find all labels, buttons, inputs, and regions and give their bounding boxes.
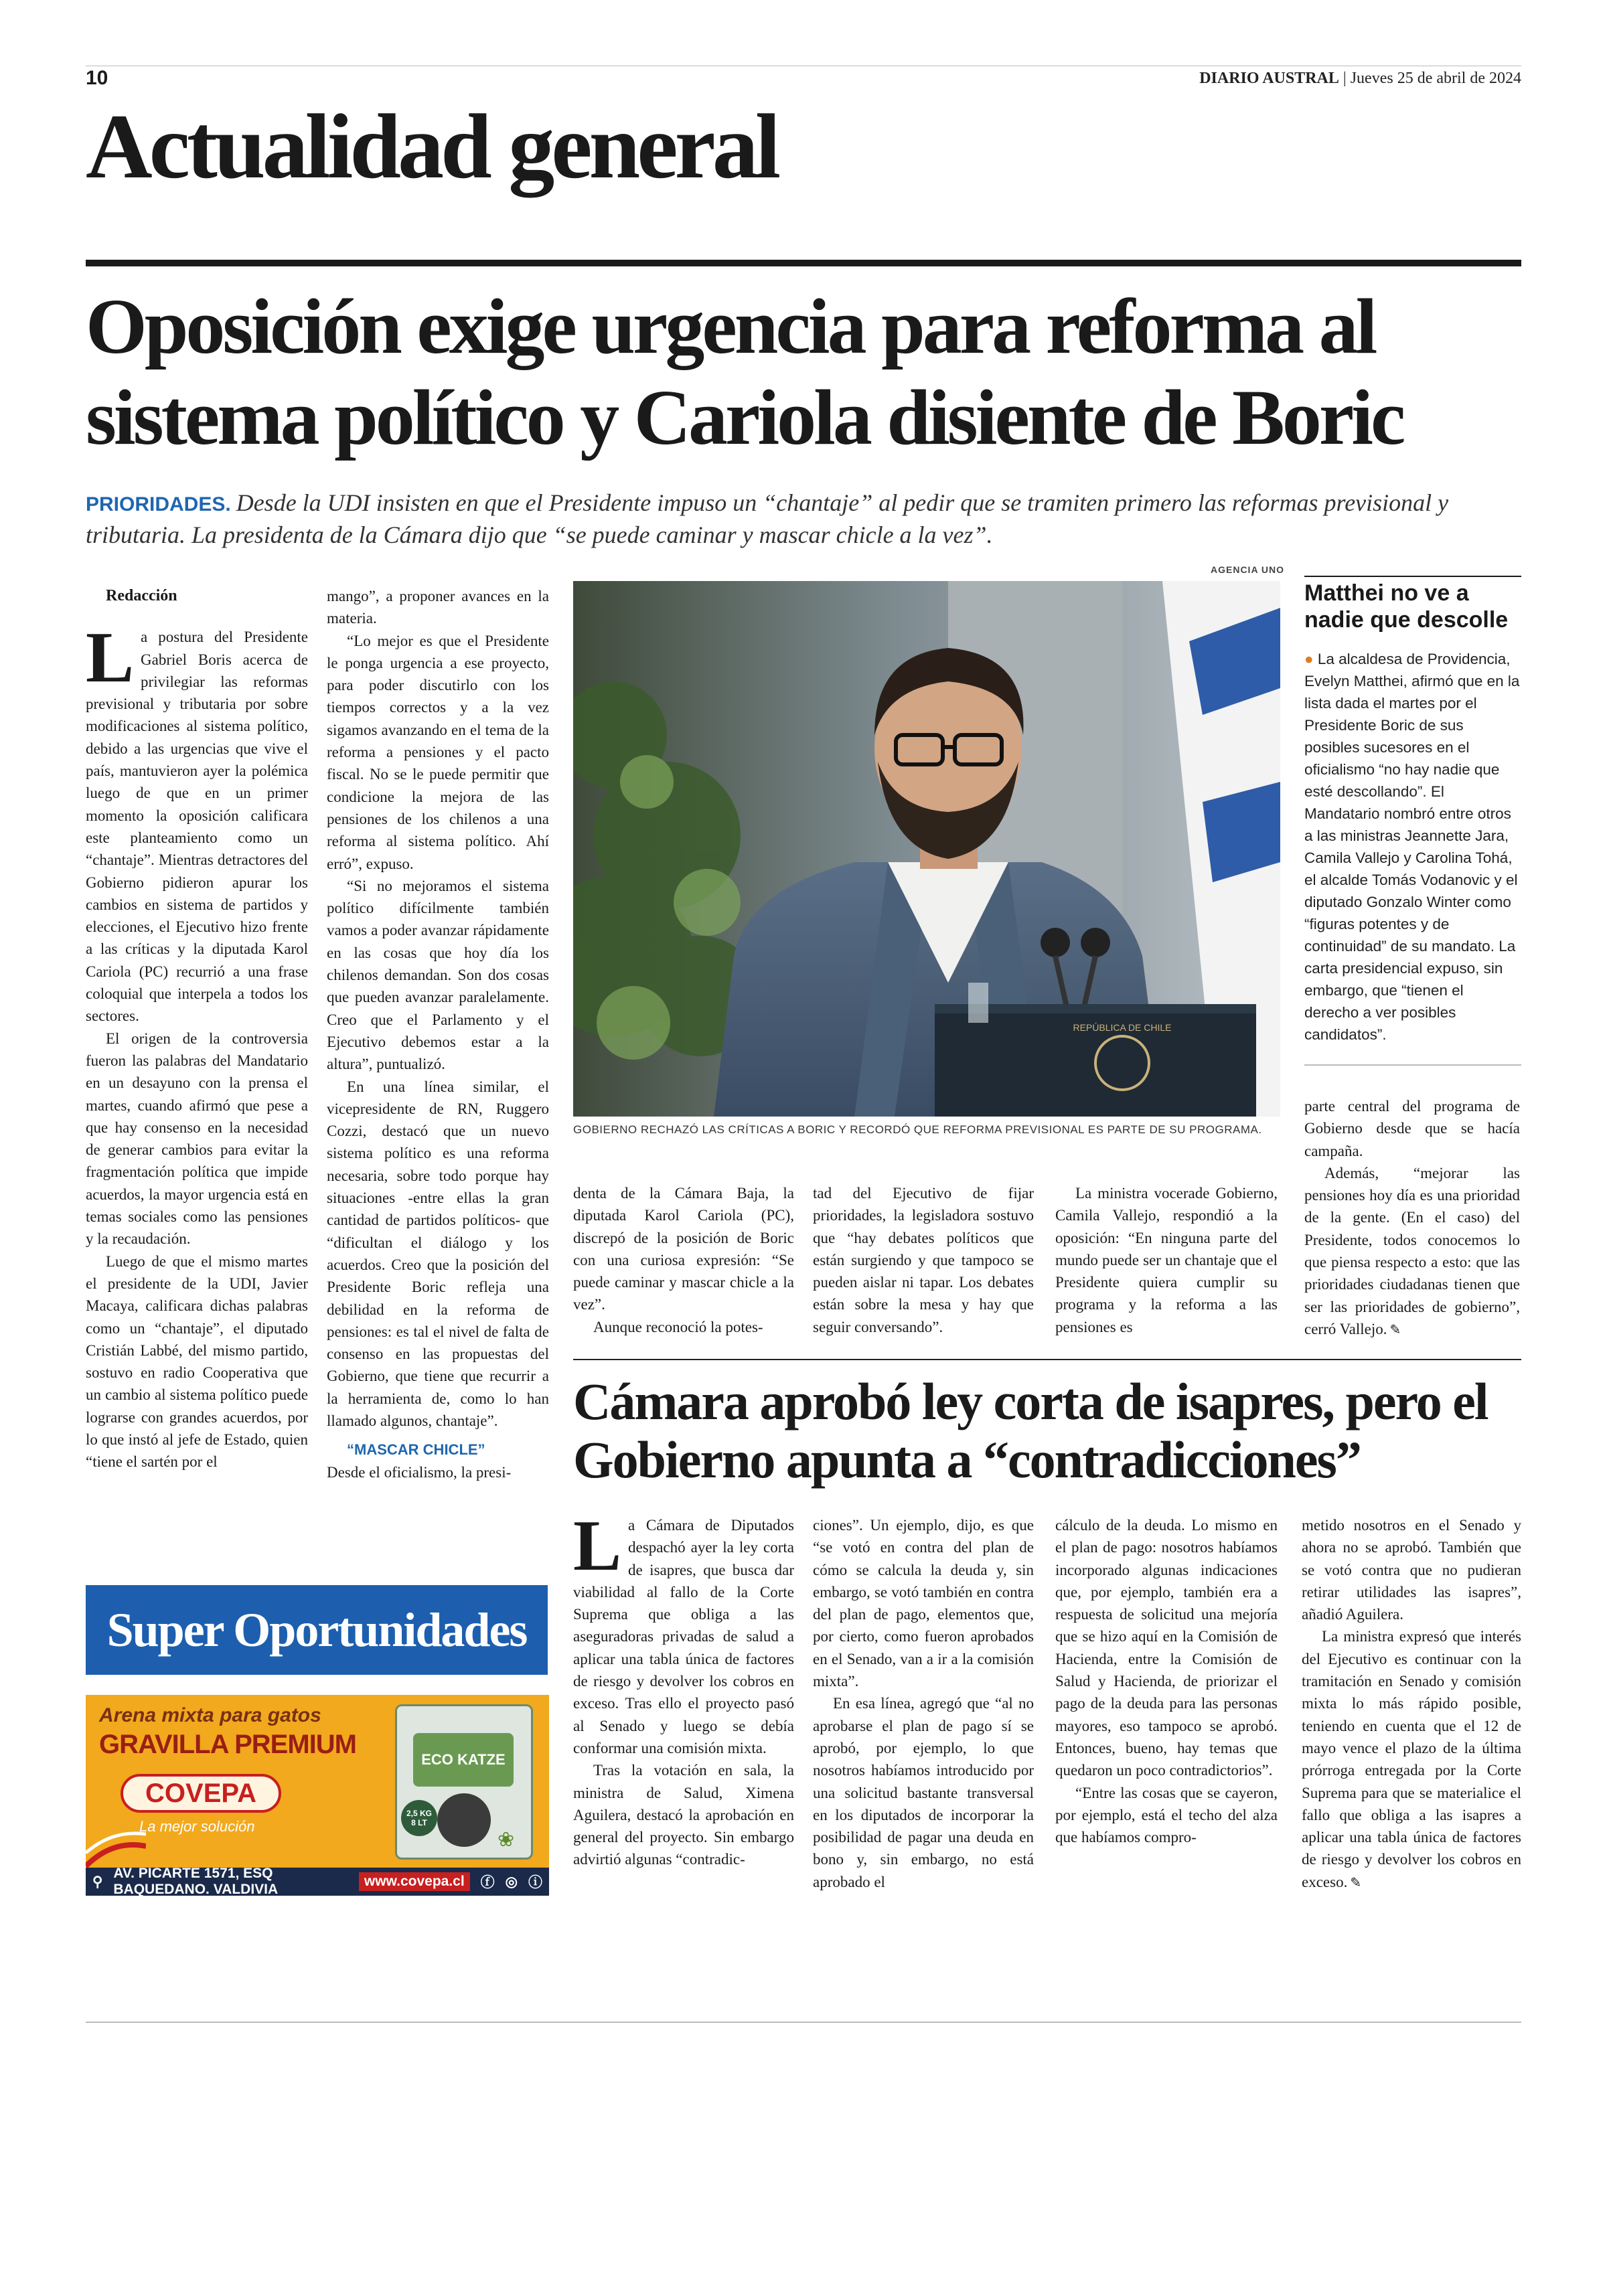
lead-column-6	[1304, 1095, 1520, 1341]
lead-paragraph: tad del Ejecutivo de fijar prioridades, la legisladora sostuvo que “hay debates políticos que están surgiendo y que tampoco se pueden aislar ni tapar. Los debates están sobre la mesa y hay que seguir conversando”.	[813, 1185, 1034, 1335]
byline: Redacción	[106, 587, 177, 604]
deck-text: Desde la UDI insisten en que el Presidente impuso un “chantaje” al pedir que se tramiten primero las reformas previsional y tributaria. La presidenta de la Cámara dijo que “se puede caminar y mascar chicle a la vez”.	[86, 489, 1449, 548]
masthead: DIARIO AUSTRAL | Jueves 25 de abril de 2024	[1199, 70, 1521, 87]
lead-paragraph: La postura del Presidente Gabriel Boris acerca de privilegiar las reformas previsional y tributaria por sobre modificaciones al sistema político, debido a las urgencias que vive el país, mantuvieron ayer la polémica luego de que en un primer momento la oposición calificara este planteamiento como un “chantaje”. Mientras detractores del Gobierno pidieron apurar los cambios en sistema de partidos y elecciones, el Ejecutivo hizo frente a las críticas y la diputada Karol Cariola (PC) recurrió a una frase coloquial que interpela a todos los sectores.	[86, 618, 308, 1025]
second-column-2	[813, 1514, 1034, 1893]
paper-name: DIARIO AUSTRAL	[1199, 70, 1339, 87]
paw-icon: ❀	[498, 1829, 515, 1851]
photo-credit: AGENCIA UNO	[1211, 564, 1285, 575]
lead-paragraph: “Si no mejoramos el sistema político difícilmente también vamos a poder avanzar rápidamente en las cosas que hoy día los chilenos demandan. Son dos cosas que pueden avanzar paralelamente. Creo que el Parlamento y el Ejecutivo debemos estar a la altura”, puntualizó.	[327, 877, 549, 1073]
issue-date: Jueves 25 de abril de 2024	[1350, 70, 1521, 87]
end-mark-icon: ✎	[1389, 1322, 1401, 1337]
sidebar-separator	[1304, 1064, 1521, 1066]
section-title: Actualidad general	[86, 95, 778, 197]
photo-caption: GOBIERNO RECHAZÓ LAS CRÍTICAS A BORIC Y RECORDÓ QUE REFORMA PREVISIONAL ES PARTE DE SU PROGRAMA.	[573, 1123, 1262, 1136]
lead-paragraph: denta de la Cámara Baja, la diputada Karol Cariola (PC), discrepó de la posición de Boric con una curiosa expresión: “Se puede caminar y mascar chicle a la vez”.	[573, 1185, 794, 1313]
second-column-1	[573, 1506, 794, 1871]
facebook-icon[interactable]: ⓕ	[480, 1875, 495, 1890]
lead-subhead: “MASCAR CHICLE”	[347, 1441, 485, 1459]
lead-paragraph: Aunque reconoció la potes-	[593, 1318, 763, 1335]
lead-paragraph: Luego de que el mismo martes el presidente de la UDI, Javier Macaya, calificara dichas palabras como un “chantaje”, el diputado Cristián Labbé, del mismo partido, sostuvo en radio Cooperativa que un cambio al sistema político puede lograrse con grandes acuerdos, por lo que instó al jefe de Estado, quien “tiene el sartén por el	[86, 1252, 308, 1471]
second-column-4	[1302, 1514, 1521, 1894]
lead-paragraph: parte central del programa de Gobierno desde que se hacía campaña.	[1304, 1098, 1520, 1159]
lead-column-5	[1055, 1182, 1278, 1338]
cat-icon	[437, 1793, 491, 1847]
lead-deck	[86, 487, 1521, 551]
page-number: 10	[86, 67, 108, 89]
ad-brand-logo: COVEPA	[121, 1774, 281, 1813]
ad-address-strip	[86, 1868, 549, 1896]
second-paragraph: metido nosotros en el Senado y ahora no se aprobó. También que se votó contra que no pudieran retirar utilidades las isapres”, añadió Aguilera.	[1302, 1517, 1521, 1623]
second-paragraph: La ministra expresó que interés del Ejecutivo es continuar con la tramitación en Senado y comisión mixta lo más rápido posible, teniendo en cuenta que el 12 de mayo vence el plazo de la última prórroga entregada por la Corte Suprema para que se materialice el fallo que obliga a las isapres a aplicar una tabla única de factores de riesgo y devolver los cobros en exceso. ✎	[1302, 1628, 1521, 1890]
lead-paragraph: mango”, a proponer avances en la materia.	[327, 588, 549, 627]
ad-tagline: Arena mixta para gatos	[99, 1704, 321, 1726]
ad-slogan: La mejor solución	[139, 1818, 255, 1835]
lead-headline: Oposición exige urgencia para reforma al sistema político y Cariola disiente de Boric	[86, 282, 1403, 461]
ad-website[interactable]: www.covepa.cl	[359, 1872, 470, 1891]
second-paragraph: cálculo de la deuda. Lo mismo en el plan de pago: nosotros habíamos incorporado algunas indicaciones que, por ejemplo, también era a respuesta de solicitud una mejoría que se hizo aquí en la Comisión de Hacienda, entre la Comisión de Salud y Hacienda, de priorizar el pago de la deuda para las personas mayores, eso tampoco se aprobó. Entonces, bueno, hay temas que quedaron un poco contradictorios”.	[1055, 1517, 1278, 1779]
sidebar-title: Matthei no ve a nadie que descolle	[1304, 580, 1509, 633]
president-photo	[573, 581, 1280, 1117]
second-paragraph: Tras la votación en sala, la ministra de Salud, Ximena Aguilera, destacó la aprobación en general del proyecto. Sin embargo advirtió algunas “contradic-	[573, 1762, 794, 1868]
litter-bag-image	[395, 1704, 533, 1860]
location-pin-icon: ⚲	[92, 1874, 103, 1890]
instagram-icon[interactable]: ◎	[505, 1874, 518, 1890]
second-paragraph: ciones”. Un ejemplo, dijo, es que “se votó en contra del plan de cómo se calcula la deuda y, sin embargo, se votó también en contra del plan de pago, elementos que, por cierto, como fueron aprobados en el Senado, van a ir a la comisión mixta”.	[813, 1517, 1034, 1690]
lead-paragraph: Desde el oficialismo, la presi-	[327, 1464, 512, 1481]
bottom-rule	[86, 2022, 1521, 2023]
bullet-icon: ●	[1304, 651, 1314, 667]
second-story-rule	[573, 1359, 1521, 1360]
linkedin-icon[interactable]: ⓘ	[528, 1875, 542, 1890]
podium-inscription: REPÚBLICA DE CHILE	[1073, 1022, 1172, 1033]
second-paragraph: La Cámara de Diputados despachó ayer la ley corta de isapres, que busca dar viabilidad al fallo de la Corte Suprema que obliga a las aseguradoras privadas de salud a aplicar una tabla única de factores de riesgo y devolver los cobros en exceso. Tras ello el proyecto pasó al Senado y luego se debía conformar una comisión mixta.	[573, 1506, 794, 1756]
lead-column-2	[327, 585, 549, 1484]
president-illustration	[573, 581, 1280, 1117]
lead-paragraph: En una línea similar, el vicepresidente de RN, Ruggero Cozzi, destacó que un nuevo sistema político es una reforma necesaria, sobre todo porque hay situaciones -entre ellas la gran cantidad de partidos políticos- que “dificultan el diálogo y los acuerdos. Creo que la posición del Presidente Boric refleja una debilidad en la reforma de pensiones: es tal el nivel de falta de consenso en las propuestas del Gobierno, que tiene que recurrir a la herramienta de, como lo han llamado algunos, chantaje”.	[327, 1078, 549, 1429]
ad-swoosh	[86, 1826, 146, 1868]
weight-badge: 2,5 KG 8 LT	[401, 1800, 437, 1836]
lead-paragraph: La ministra vocerade Gobierno, Camila Vallejo, respondió a la oposición: “En ninguna parte del mundo puede ser un chantaje que el Presidente quiera cumplir su programa y la reforma a las pensiones es	[1055, 1185, 1278, 1335]
covepa-ad[interactable]	[86, 1695, 549, 1896]
lead-column-3	[573, 1182, 794, 1338]
sidebar-rule	[1304, 576, 1521, 577]
ad-product: GRAVILLA PREMIUM	[99, 1730, 356, 1759]
deck-kicker: PRIORIDADES.	[86, 493, 231, 515]
second-headline: Cámara aprobó ley corta de isapres, pero el Gobierno apunta a “contradicciones”	[573, 1372, 1488, 1489]
end-mark-icon: ✎	[1350, 1875, 1362, 1890]
second-paragraph: “Entre las cosas que se cayeron, por ejemplo, está el techo del alza que habíamos compro-	[1055, 1784, 1278, 1846]
lead-paragraph: El origen de la controversia fueron las palabras del Mandatario en un desayuno con la prensa el martes, cuando afirmó que pese a que hay consenso en la necesidad de generar cambios para evitar la fragmentación política que impide acuerdos, la mayor urgencia está en temas sociales como las pensiones y la recaudación.	[86, 1030, 308, 1248]
ad-banner: Super Oportunidades	[86, 1585, 548, 1675]
lead-paragraph: “Lo mejor es que el Presidente le ponga urgencia a ese proyecto, para poder discutirlo con los tiempos correctos y a la vez sigamos avanzando en el tema de la reforma a pensiones y el pacto fiscal. No se le puede permitir que condicione la mejora de las pensiones de los chilenos a una reforma al sistema político. Ahí erró”, expuso.	[327, 632, 549, 872]
ad-address: AV. PICARTE 1571, ESQ BAQUEDANO. VALDIVIA	[113, 1866, 279, 1896]
second-paragraph: En esa línea, agregó que “al no aprobarse el plan de pago sí se aprobó, por ejemplo, lo que nosotros habíamos introducido por una solicitud bastante transversal en los diputados de incorporar la posibilidad de pagar una deuda en bono y, sin embargo, no está aprobado el	[813, 1695, 1034, 1890]
bag-label: ECO KATZE	[413, 1733, 514, 1787]
sidebar-body: ● La alcaldesa de Providencia, Evelyn Matthei, afirmó que en la lista dada el martes por el Presidente Boric de sus posibles sucesores en el oficialismo “no hay nadie que esté descollando”. El Mandatario nombró entre otros a las ministras Jeannette Jara, Camila Vallejo y Carolina Tohá, el alcalde Tomás Vodanovic y el diputado Gonzalo Winter como “figuras potentes y de continuidad” de su mandato. La carta presidencial expuso, sin embargo, que “tienen el derecho a ver posibles candidatos”.	[1304, 651, 1520, 1043]
drop-cap: L	[573, 1506, 622, 1586]
section-rule	[86, 260, 1521, 266]
drop-cap: L	[86, 618, 135, 698]
lead-column-1	[86, 585, 308, 1473]
second-column-3	[1055, 1514, 1278, 1848]
lead-paragraph: Además, “mejorar las pensiones hoy día es una prioridad de la gente. (En el caso) del Presidente, todos conocemos lo que piensa respecto a esto: que las prioridades ciudadanas tienen que ser las prioridades de gobierno”, cerró Vallejo. ✎	[1304, 1164, 1520, 1337]
lead-column-4	[813, 1182, 1034, 1338]
